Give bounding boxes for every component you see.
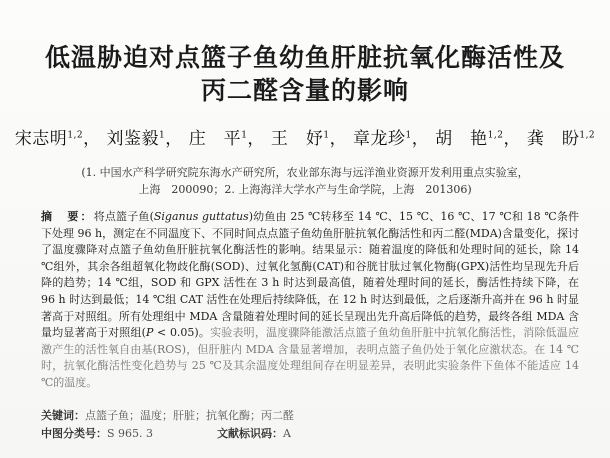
author-affiliation-mark: 1 [159, 130, 166, 141]
abstract-text-start: 将点篮子鱼( [93, 210, 154, 223]
abstract-conclusion: 实验表明，温度骤降能激活点篮子鱼幼鱼肝脏中抗氧化酶活性，消除低温应激产生的活性氧自由基(ROS)，但肝脏内 MDA 含量显著增加，表明点篮子鱼仍处于氧化应激状态。在 14 ℃时，抗氧化酶活性变化趋势与 25 ℃及其余温度处理组间存在明显差异，表明此实验条件下鱼体不能适应 14 ℃的温度。 [41, 326, 579, 389]
author-affiliation-mark: 1,2 [67, 130, 84, 141]
author-name: 宋志明 [14, 129, 68, 149]
affiliation-line-1: (1. 中国水产科学研究院东海水产研究所，农业部东海与远洋渔业资源开发利用重点实验室， [81, 166, 529, 179]
paper-title-line-2: 丙二醛含量的影响 [200, 76, 409, 105]
author-affiliation-mark: 1 [405, 130, 412, 141]
keywords-value: 点篮子鱼；温度；肝脏；抗氧化酶；丙二醛 [85, 409, 294, 422]
keywords-label: 关键词： [41, 409, 85, 422]
paper-title-line-1: 低温胁迫对点篮子鱼幼鱼肝脏抗氧化酶活性及 [44, 43, 565, 72]
keywords-row [41, 407, 294, 423]
author-list: 宋志明$^{1,2}$， 刘鉴毅$^1$， 庄 平$^1$， 王 妤$^1$， 章龙珍$^1$， 胡 艳$^{1,2}$， 龚 盼$^{1,2}$ [14, 129, 596, 149]
author-name: 胡 艳 [435, 129, 488, 149]
document-code-label: 文献标识码： [217, 427, 284, 440]
classification-value: S 965. 3 [107, 427, 154, 440]
abstract-text-body: )幼鱼由 25 ℃转移至 14 ℃、15 ℃、16 ℃、17 ℃和 18 ℃条件下处理 96 h，测定在不同温度下、不同时间点点篮子鱼幼鱼肝脏抗氧化酶活性和丙二醛(MDA)含量变化，探讨了温度骤降对点篮子鱼幼鱼肝脏抗氧化酶活性的影响。结果显示：随着温度的降低和处理时间的延长，除 14 ℃组外，其余各组超氧化物歧化酶(SOD)、过氧化氢酶(CAT)和谷胱甘肽过氧化物酶(GPX)活性均呈现先升后降的趋势；14 ℃组，SOD 和 GPX 活性在 3 h 时达到最高值，随着处理时间的延长，酶活性持续下降，在 96 h 时达到最低；14 ℃组 CAT 活性在处理后持续降低，在 12 h 时达到最低，之后逐渐升高并在 96 h 时显著高于对照组。所有处理组中 MDA 含量随着处理时间的延长呈现出先升高后降低的趋势，最终各组 MDA 含量均显著高于对照组( [41, 210, 580, 340]
author-name: 刘鉴毅 [106, 129, 160, 149]
author-affiliation-mark: 1,2 [487, 130, 504, 141]
affiliation-line-2: 上海 200090；2. 上海海洋大学水产与生命学院，上海 201306) [138, 183, 472, 196]
author-name: 龚 盼 [526, 129, 580, 149]
species-latin-name: Siganus guttatus [153, 210, 249, 223]
author-name: 庄 平 [188, 129, 242, 149]
classification-label: 中图分类号： [41, 427, 107, 440]
document-code-value: A [283, 427, 291, 440]
classification-row [41, 425, 291, 441]
author-name: 王 妤 [270, 129, 324, 149]
author-affiliation-mark: 1 [323, 130, 330, 141]
author-affiliation-mark: 1 [241, 130, 248, 141]
p-value-text: < 0.05)。 [153, 326, 211, 340]
author-name: 章龙珍 [352, 129, 406, 149]
author-affiliation-mark: 1,2 [579, 130, 596, 141]
p-value-symbol: P [145, 326, 154, 340]
abstract-paragraph [41, 209, 579, 392]
abstract-label: 摘 要： [41, 210, 94, 223]
